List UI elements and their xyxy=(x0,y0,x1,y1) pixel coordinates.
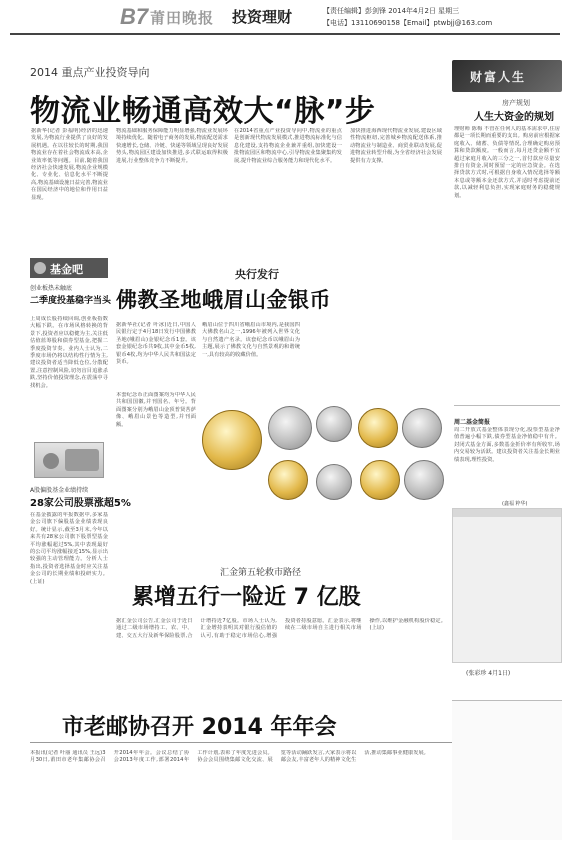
coins-kicker: 央行发行 xyxy=(235,268,279,281)
silver-coin-5 xyxy=(404,460,444,500)
market-table xyxy=(452,508,562,663)
feature-logo: 财富人生 xyxy=(470,70,527,84)
feature-title: 人生大资金的规划 xyxy=(474,112,554,123)
gold-coin-4 xyxy=(360,460,400,500)
left-column xyxy=(30,258,131,548)
gold-coin-large xyxy=(202,410,262,470)
fund-art1-title: 二季度投基稳字当头 xyxy=(30,296,112,306)
fund-art2-title: 28家公司股票涨超5% xyxy=(30,498,131,509)
lead-col-1: 据新华(记者 彭福明)经济的迅速发展,为物流行业提供了良好的发展机遇。在以往较长的时期,我国物流业存在着社会物流成本高,企业效率低等问题。目前,随着我国经济社会快速发展,物流企业规模化、专业化、信息化水平不断提高,物流基础设施日益完善,物流业在国民经济中的地位和作用日益显现。 xyxy=(31,128,108,201)
paper-name-logo: 莆田晚报 xyxy=(150,9,215,27)
fund-box-header xyxy=(30,258,108,278)
funds-body: 据汇金公司公告,汇金公司于近日通过二级市场增持工、农、中、建、交五大行及新华保险股票,合计增持近7亿股。市场人士认为,汇金增持表明其对银行股估值的认可,有助于稳定市场信心,增强投资者持股意愿。汇金表示,将继续在二级市场自主进行相关市场操作,以维护金融机构股价稳定。(上证) xyxy=(116,618,446,639)
feature-kicker: 房产规划 xyxy=(502,99,530,107)
funds-kicker: 汇金第五轮救市路径 xyxy=(220,568,302,578)
fund-art2-kicker: A股偏股基金业绩持续 xyxy=(30,487,89,494)
feature-chart-frame xyxy=(454,405,560,413)
fund-art2-body: 在基金披露的年报数据中,多家基金公司旗下偏股基金业绩表现良好。统计显示,截至3月末,今年以来共有28家公司旗下股票型基金平均涨幅超过5%,其中表现最好的公司平均涨幅接近15%,显示出较强的主动管理能力。分析人士指出,投资者选择基金时应关注基金公司的长期业绩和投研实力。(上证) xyxy=(30,512,108,585)
feature-box xyxy=(452,60,562,685)
market-title: 周二基金简报 xyxy=(454,419,491,426)
lead-col-4: 加快推进海西现代物流业发展,建设区域性物流枢纽,完善城乡物流配送体系,推动物流业与制造业、商贸业联动发展,促进物流业转型升级,为全省经济社会发展提供有力支撑。 xyxy=(350,128,442,164)
coins-body-b: 本套纪念币正面图案均为中华人民共和国国徽,并刊国名、年号。背面图案分别为峨眉山金顶普贤菩萨像、峨眉山景色等造型,并刊面额。 xyxy=(116,392,196,428)
contact-line: 【电话】13110690158【Email】ptwbjj@163.com xyxy=(323,19,493,27)
bottom-right-box xyxy=(452,700,562,840)
lead-kicker: 2014 重点产业投资导向 xyxy=(30,66,150,79)
page-code: B7 xyxy=(120,4,149,29)
market-source: (鑫福 粹华) xyxy=(502,501,528,507)
market-body: 周二开放式基金整体表现分化,股票型基金净值普遍小幅下跌,债券型基金净值稳中有升。封闭式基金方面,多数基金折价率有所收窄,场内交易较为活跃。建议投资者关注基金长期业绩表现,理性投资。 xyxy=(454,427,560,463)
fund-art1-body: 上周成长股持续回调,创业板指数大幅下跌。在市场风格转换的背景下,投资者应以稳健为主,关注低估值蓝筹股和债券型基金,把握二季度投资节奏。业内人士认为,二季度市场仍将以结构性行情为主,建议投资者适当降低仓位,分散配置,注意控制风险,切勿盲目追涨杀跌,坚持价值投资理念,在震荡中寻找机会。 xyxy=(30,316,108,389)
fund-box-tag: 基金吧 xyxy=(50,263,83,276)
gold-coin-2 xyxy=(358,408,398,448)
coins-photo xyxy=(200,404,450,554)
lead-col-3: 在2014省重点产业投资导向中,物流业的重点是创新现代物流发展模式,推进物流标准化与信息化建设,支持物流企业兼并重组,加快建设一批物流园区和物流中心,引导物流业集聚集约发展,提升物流业综合服务能力和现代化水平。 xyxy=(234,128,342,164)
feature-logo-banner xyxy=(452,60,562,92)
stamp-title: 市老邮协召开 2014 年年会 xyxy=(62,715,337,740)
silver-coin-3 xyxy=(402,408,442,448)
silver-coin-4 xyxy=(316,464,352,500)
market-caption: (张彩珍 4月1日) xyxy=(466,670,511,677)
silver-coin-large xyxy=(268,406,312,450)
section-name: 投资理财 xyxy=(232,8,293,26)
lead-col-2: 物流基础和服务保障能力明显增强,物流业发展环境持续优化。随着电子商务的发展,物流配送需求快速增长,仓储、冷链、快递等领域呈现良好发展势头,物流园区建设加快推进,多式联运取得积极进展,行业整体竞争力不断提升。 xyxy=(116,128,228,164)
feature-body: 理财师 陈梅 不管在任何人的基本需求中,住房都是一项长期而重要的支出。购房前应根据家庭收入、储蓄、负债等情况,合理确定购房预算和贷款额度。一般而言,每月还贷金额不宜超过家庭月收入的三分之一,首付款应尽量安排自有资金,同时预留一定的应急资金。在选择贷款方式时,可根据自身收入情况选择等额本息或等额本金还款方式,并适时考虑提前还款,以减轻利息负担,实现家庭财务的稳健规划。 xyxy=(454,126,560,199)
fund-art1-kicker: 创业板热未触底 xyxy=(30,285,73,292)
coins-body-a: 据新华社(记者 叶冰)近日,中国人民银行定于4月18日发行中国佛教圣地(峨眉山)金银纪念币1套。该套金银纪念币共9枚,其中金币5枚,银币4枚,均为中华人民共和国法定货币。 xyxy=(116,322,196,366)
funds-title: 累增五行一险近 7 亿股 xyxy=(132,585,361,610)
editor-line: 【责任编辑】彭剑锋 2014年4月2日 星期三 xyxy=(323,7,460,15)
coins-title: 佛教圣地峨眉山金银币 xyxy=(116,288,331,312)
coins-body-c: 峨眉山位于四川省峨眉山市境内,是我国四大佛教名山之一,1996年被列入世界文化与自然遗产名录。该套纪念币以峨眉山为主题,展示了佛教文化与自然景观的和谐统一,具有较高的收藏价值。 xyxy=(202,322,300,358)
stamp-body: 本报讯(记者 叶丽 通讯员 王远)3月30日,莆田市老年集邮协会召开2014年年会。会议总结了协会2013年度工作,部署2014年工作计划,表彰了年度先进会员。协会会员围绕集邮文化交流、展览等活动踊跃发言,大家表示将以邮会友,丰富老年人的精神文化生活,推动集邮事业健康发展。 xyxy=(30,750,429,764)
silver-coin-2 xyxy=(316,406,352,442)
fund-illustration xyxy=(34,442,104,478)
fund-box-icon xyxy=(34,262,46,274)
lead-headline: 物流业畅通高效大“脉”步 xyxy=(30,94,376,129)
gold-coin-3 xyxy=(268,460,308,500)
masthead xyxy=(0,0,570,38)
masthead-rule xyxy=(10,33,560,35)
